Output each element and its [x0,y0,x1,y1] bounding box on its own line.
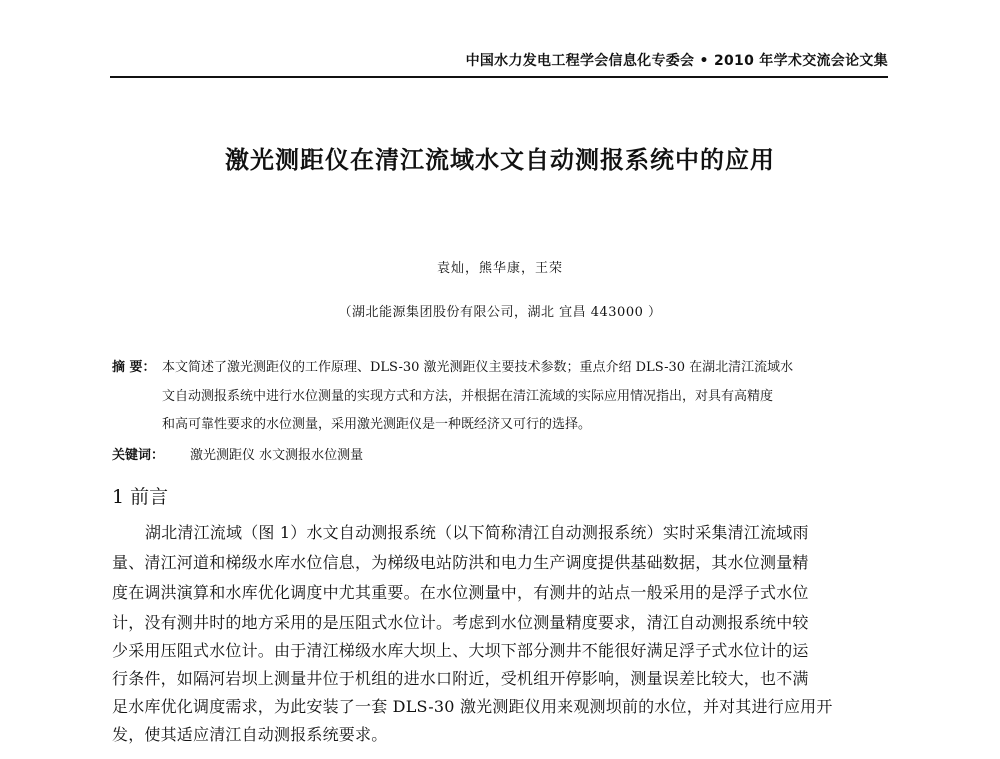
header-rule [110,76,888,78]
abstract-line: 和高可靠性要求的水位测量，采用激光测距仪是一种既经济又可行的选择。 [162,417,592,432]
body-line: 发，使其适应清江自动测报系统要求。 [112,725,388,744]
abstract-line: 本文简述了激光测距仪的工作原理、DLS-30 激光测距仪主要技术参数；重点介绍 DLS-30 在湖北清江流域水 [162,360,794,375]
body-line: 度在调洪演算和水库优化调度中尤其重要。在水位测量中，有测井的站点一般采用的是浮子式水位 [112,583,809,602]
running-header: 中国水力发电工程学会信息化专委会 • 2010 年学术交流会论文集 [465,53,888,69]
body-line: 足水库优化调度需求，为此安装了一套 DLS-30 激光测距仪用来观测坝前的水位，并对其进行应用开 [112,697,833,716]
paper-title: 激光测距仪在清江流域水文自动测报系统中的应用 [225,146,775,174]
body-line: 行条件，如隔河岩坝上测量井位于机组的进水口附近，受机组开停影响，测量误差比较大，也不满 [112,669,809,688]
paper-authors: 袁灿，熊华康，王荣 [436,261,563,276]
body-line: 湖北清江流域（图 1）水文自动测报系统（以下简称清江自动测报系统）实时采集清江流域雨 [145,523,809,542]
body-line: 量、清江河道和梯级水库水位信息，为梯级电站防洪和电力生产调度提供基础数据，其水位测量精 [112,553,809,572]
keywords-label: 关键词： [112,448,165,463]
keywords [112,444,363,463]
paper-affiliation: （湖北能源集团股份有限公司，湖北 宜昌 443000 ） [338,305,662,320]
section-heading: 1 前言 [112,486,169,508]
abstract-label: 摘 要： [112,360,156,375]
body-line: 计，没有测井时的地方采用的是压阻式水位计。考虑到水位测量精度要求，清江自动测报系统中较 [112,613,809,632]
keywords-text: 激光测距仪 水文测报水位测量 [190,448,364,463]
abstract-line: 文自动测报系统中进行水位测量的实现方式和方法，并根据在清江流域的实际应用情况指出，对具有高精度 [162,389,774,404]
body-line: 少采用压阻式水位计。由于清江梯级水库大坝上、大坝下部分测井不能很好满足浮子式水位计的运 [112,641,809,660]
